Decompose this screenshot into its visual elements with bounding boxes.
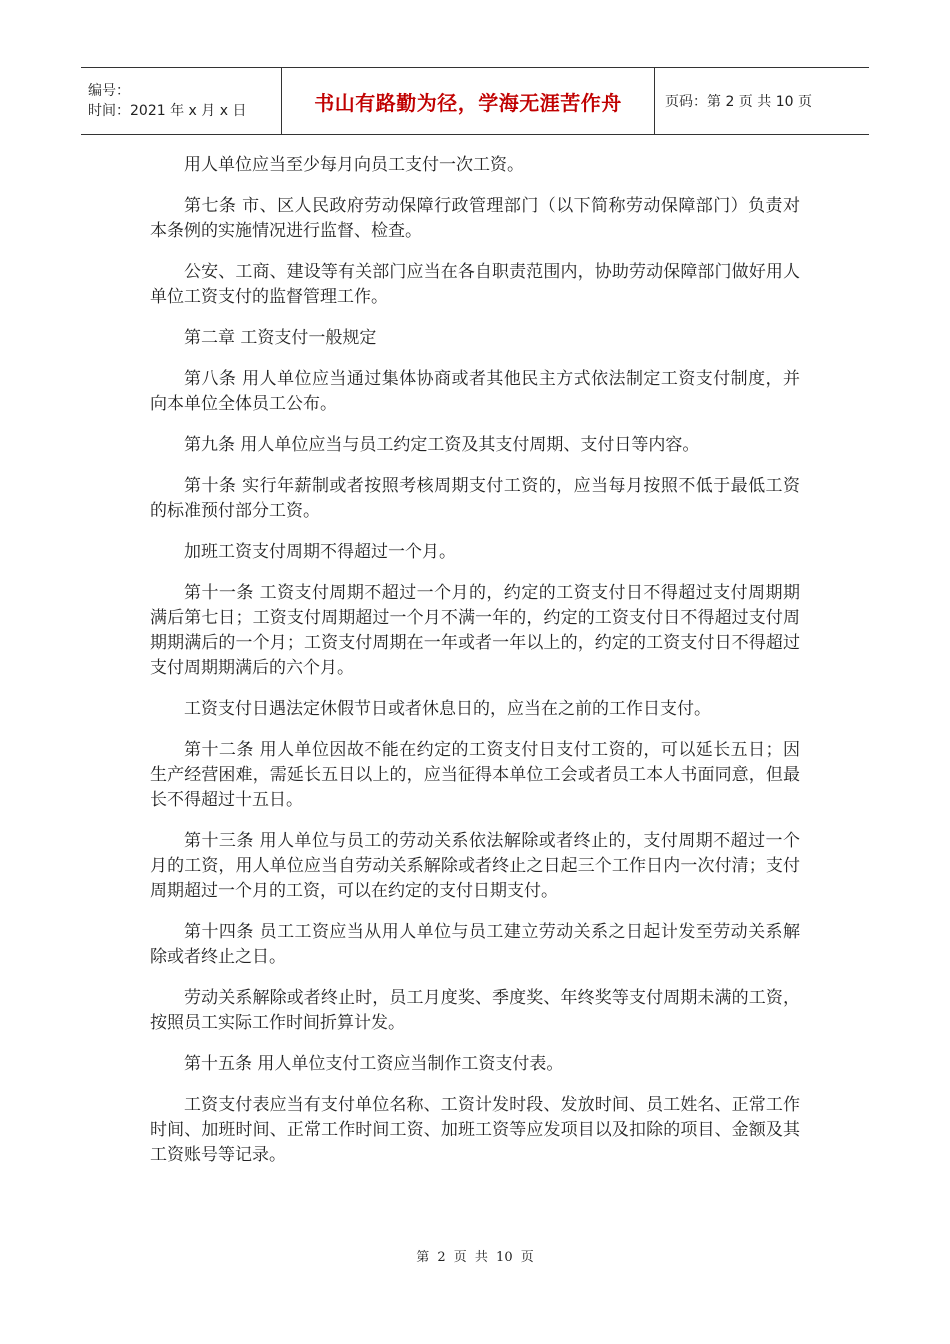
paragraph: 第十四条 员工工资应当从用人单位与员工建立劳动关系之日起计发至劳动关系解除或者终止之日。	[150, 922, 800, 967]
paragraph: 加班工资支付周期不得超过一个月。	[184, 542, 456, 562]
paragraph: 劳动关系解除或者终止时，员工月度奖、季度奖、年终奖等支付周期未满的工资，按照员工实际工作时间折算计发。	[150, 988, 800, 1033]
paragraph: 第十二条 用人单位因故不能在约定的工资支付日支付工资的，可以延长五日；因生产经营困难，需延长五日以上的，应当征得本单位工会或者员工本人书面同意，但最长不得超过十五日。	[150, 740, 800, 810]
header-page-info	[655, 68, 869, 134]
page-footer: 第 2 页 共 10 页	[416, 1250, 534, 1265]
paragraph: 第十一条 工资支付周期不超过一个月的，约定的工资支付日不得超过支付周期期满后第七日；工资支付周期超过一个月不满一年的，约定的工资支付日不得超过支付周期期满后的一个月；工资支付周期在一年或者一年以上的，约定的工资支付日不得超过支付周期期满后的六个月。	[150, 583, 800, 678]
paragraph: 第十三条 用人单位与员工的劳动关系依法解除或者终止的，支付周期不超过一个月的工资，用人单位应当自劳动关系解除或者终止之日起三个工作日内一次付清；支付周期超过一个月的工资，可以在约定的支付日期支付。	[150, 831, 800, 901]
motto-text: 书山有路勤为径，学海无涯苦作舟	[314, 90, 622, 115]
document-date: 时间：2021 年 x 月 x 日	[88, 103, 247, 119]
paragraph: 第九条 用人单位应当与员工约定工资及其支付周期、支付日等内容。	[184, 435, 700, 455]
paragraph: 第十五条 用人单位支付工资应当制作工资支付表。	[184, 1054, 564, 1074]
paragraph: 第八条 用人单位应当通过集体协商或者其他民主方式依法制定工资支付制度，并向本单位全体员工公布。	[150, 369, 800, 414]
paragraph: 用人单位应当至少每月向员工支付一次工资。	[184, 155, 524, 175]
paragraph: 工资支付日遇法定休假节日或者休息日的，应当在之前的工作日支付。	[184, 699, 711, 719]
paragraph: 公安、工商、建设等有关部门应当在各自职责范围内，协助劳动保障部门做好用人单位工资支付的监督管理工作。	[150, 262, 800, 307]
header-motto	[282, 68, 655, 134]
page-number-info: 页码：第 2 页 共 10 页	[665, 94, 812, 110]
header-meta	[81, 68, 282, 134]
paragraph: 工资支付表应当有支付单位名称、工资计发时段、发放时间、员工姓名、正常工作时间、加班时间、正常工作时间工资、加班工资等应发项目以及扣除的项目、金额及其工资账号等记录。	[150, 1095, 800, 1165]
chapter-heading: 第二章 工资支付一般规定	[184, 328, 377, 348]
document-header	[81, 67, 869, 135]
paragraph: 第十条 实行年薪制或者按照考核周期支付工资的，应当每月按照不低于最低工资的标准预付部分工资。	[150, 476, 800, 521]
paragraph: 第七条 市、区人民政府劳动保障行政管理部门（以下简称劳动保障部门）负责对本条例的实施情况进行监督、检查。	[150, 196, 800, 241]
document-number-label: 编号：	[88, 83, 130, 99]
document-body	[150, 153, 800, 1184]
